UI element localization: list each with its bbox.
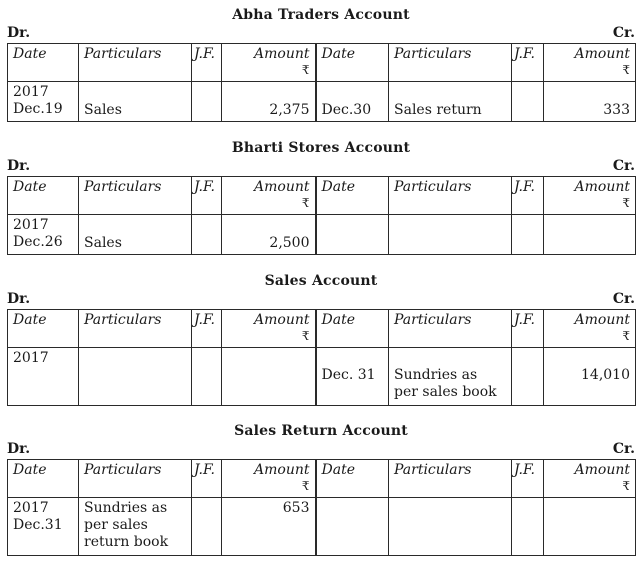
table-row — [8, 498, 636, 556]
header-jf: J.F. — [192, 310, 222, 348]
account-title: Bharti Stores Account — [231, 140, 411, 156]
header-amount — [544, 310, 636, 348]
dr-date-cell — [8, 82, 79, 122]
header-amount-label: Amount — [254, 462, 310, 478]
cr-particulars — [389, 348, 512, 406]
account-abha-traders — [7, 5, 635, 122]
header-date: Date — [316, 44, 389, 82]
cr-label: Cr. — [612, 158, 635, 174]
header-jf: J.F. — [192, 460, 222, 498]
header-date: Date — [316, 460, 389, 498]
header-amount-label: Amount — [254, 46, 310, 62]
dr-date: Dec.19 — [13, 101, 63, 117]
header-jf: J.F. — [192, 177, 222, 215]
dr-particulars-line: Sundries as — [84, 500, 168, 516]
rupee-symbol: ₹ — [301, 196, 310, 210]
header-date: Date — [8, 44, 79, 82]
dr-particulars: Sales — [79, 82, 192, 122]
rupee-symbol: ₹ — [301, 63, 310, 77]
header-amount-label: Amount — [254, 179, 310, 195]
dr-date: Dec.26 — [13, 234, 63, 250]
dr-year: 2017 — [13, 350, 49, 366]
rupee-symbol: ₹ — [622, 479, 630, 493]
header-row — [8, 310, 636, 348]
dr-particulars-line: return book — [84, 534, 169, 550]
cr-label: Cr. — [612, 441, 635, 457]
header-date: Date — [8, 460, 79, 498]
dr-cr-labels — [7, 158, 635, 176]
dr-particulars — [79, 498, 192, 556]
header-amount-label: Amount — [574, 312, 630, 328]
header-amount-label: Amount — [574, 46, 630, 62]
header-jf: J.F. — [512, 310, 544, 348]
header-particulars: Particulars — [389, 310, 512, 348]
header-amount-label: Amount — [254, 312, 310, 328]
dr-cr-labels — [7, 441, 635, 459]
header-jf: J.F. — [512, 460, 544, 498]
account-sales-return — [7, 421, 635, 556]
table-row — [8, 348, 636, 406]
account-title: Sales Return Account — [234, 423, 408, 439]
dr-particulars-line: per sales — [84, 517, 148, 533]
dr-particulars — [79, 348, 192, 406]
dr-label: Dr. — [7, 25, 31, 41]
cr-jf — [512, 215, 544, 255]
header-date: Date — [316, 177, 389, 215]
dr-year: 2017 — [13, 217, 49, 233]
header-row — [8, 44, 636, 82]
dr-year: 2017 — [13, 84, 49, 100]
cr-amount: 333 — [544, 82, 636, 122]
cr-date — [316, 498, 389, 556]
header-particulars: Particulars — [79, 310, 192, 348]
header-amount — [222, 44, 316, 82]
cr-particulars — [389, 215, 512, 255]
cr-date — [316, 215, 389, 255]
header-particulars: Particulars — [389, 44, 512, 82]
ledger-table — [7, 459, 636, 556]
dr-cr-labels — [7, 291, 635, 309]
account-bharti-stores — [7, 138, 635, 255]
header-amount — [544, 177, 636, 215]
dr-particulars: Sales — [79, 215, 192, 255]
table-row — [8, 82, 636, 122]
header-jf: J.F. — [512, 177, 544, 215]
header-particulars: Particulars — [79, 460, 192, 498]
cr-jf — [512, 498, 544, 556]
dr-label: Dr. — [7, 441, 31, 457]
dr-cr-labels — [7, 25, 635, 43]
header-amount-label: Amount — [574, 462, 630, 478]
dr-amount — [222, 348, 316, 406]
dr-jf — [192, 348, 222, 406]
ledger-table — [7, 309, 636, 406]
header-particulars: Particulars — [79, 44, 192, 82]
rupee-symbol: ₹ — [301, 329, 310, 343]
cr-amount: 14,010 — [544, 348, 636, 406]
header-particulars: Particulars — [389, 177, 512, 215]
header-amount — [544, 460, 636, 498]
cr-jf — [512, 348, 544, 406]
header-amount — [222, 460, 316, 498]
cr-particulars: Sales return — [389, 82, 512, 122]
dr-date-cell — [8, 215, 79, 255]
dr-jf — [192, 498, 222, 556]
header-row — [8, 177, 636, 215]
ledger-table — [7, 43, 636, 122]
account-sales — [7, 271, 635, 406]
dr-amount: 653 — [222, 498, 316, 556]
cr-amount — [544, 498, 636, 556]
header-amount — [544, 44, 636, 82]
dr-amount: 2,500 — [222, 215, 316, 255]
cr-jf — [512, 82, 544, 122]
header-jf: J.F. — [192, 44, 222, 82]
cr-particulars — [389, 498, 512, 556]
header-row — [8, 460, 636, 498]
dr-amount: 2,375 — [222, 82, 316, 122]
cr-amount — [544, 215, 636, 255]
header-particulars: Particulars — [79, 177, 192, 215]
dr-date-cell — [8, 348, 79, 406]
header-jf: J.F. — [512, 44, 544, 82]
cr-label: Cr. — [612, 25, 635, 41]
cr-particulars-line: per sales book — [394, 384, 497, 400]
dr-date-cell — [8, 498, 79, 556]
dr-label: Dr. — [7, 291, 31, 307]
cr-label: Cr. — [612, 291, 635, 307]
dr-year: 2017 — [13, 500, 49, 516]
table-row — [8, 215, 636, 255]
ledger-table — [7, 176, 636, 255]
dr-jf — [192, 82, 222, 122]
rupee-symbol: ₹ — [622, 63, 630, 77]
account-title: Sales Account — [264, 273, 378, 289]
header-amount — [222, 177, 316, 215]
header-date: Date — [8, 177, 79, 215]
header-amount-label: Amount — [574, 179, 630, 195]
header-date: Date — [316, 310, 389, 348]
header-date: Date — [8, 310, 79, 348]
header-amount — [222, 310, 316, 348]
cr-particulars-line: Sundries as — [394, 367, 478, 383]
header-particulars: Particulars — [389, 460, 512, 498]
account-title: Abha Traders Account — [232, 7, 410, 23]
rupee-symbol: ₹ — [622, 329, 630, 343]
cr-date: Dec. 31 — [316, 348, 389, 406]
cr-date: Dec.30 — [316, 82, 389, 122]
rupee-symbol: ₹ — [301, 479, 310, 493]
dr-label: Dr. — [7, 158, 31, 174]
dr-date: Dec.31 — [13, 517, 63, 533]
rupee-symbol: ₹ — [622, 196, 630, 210]
dr-jf — [192, 215, 222, 255]
